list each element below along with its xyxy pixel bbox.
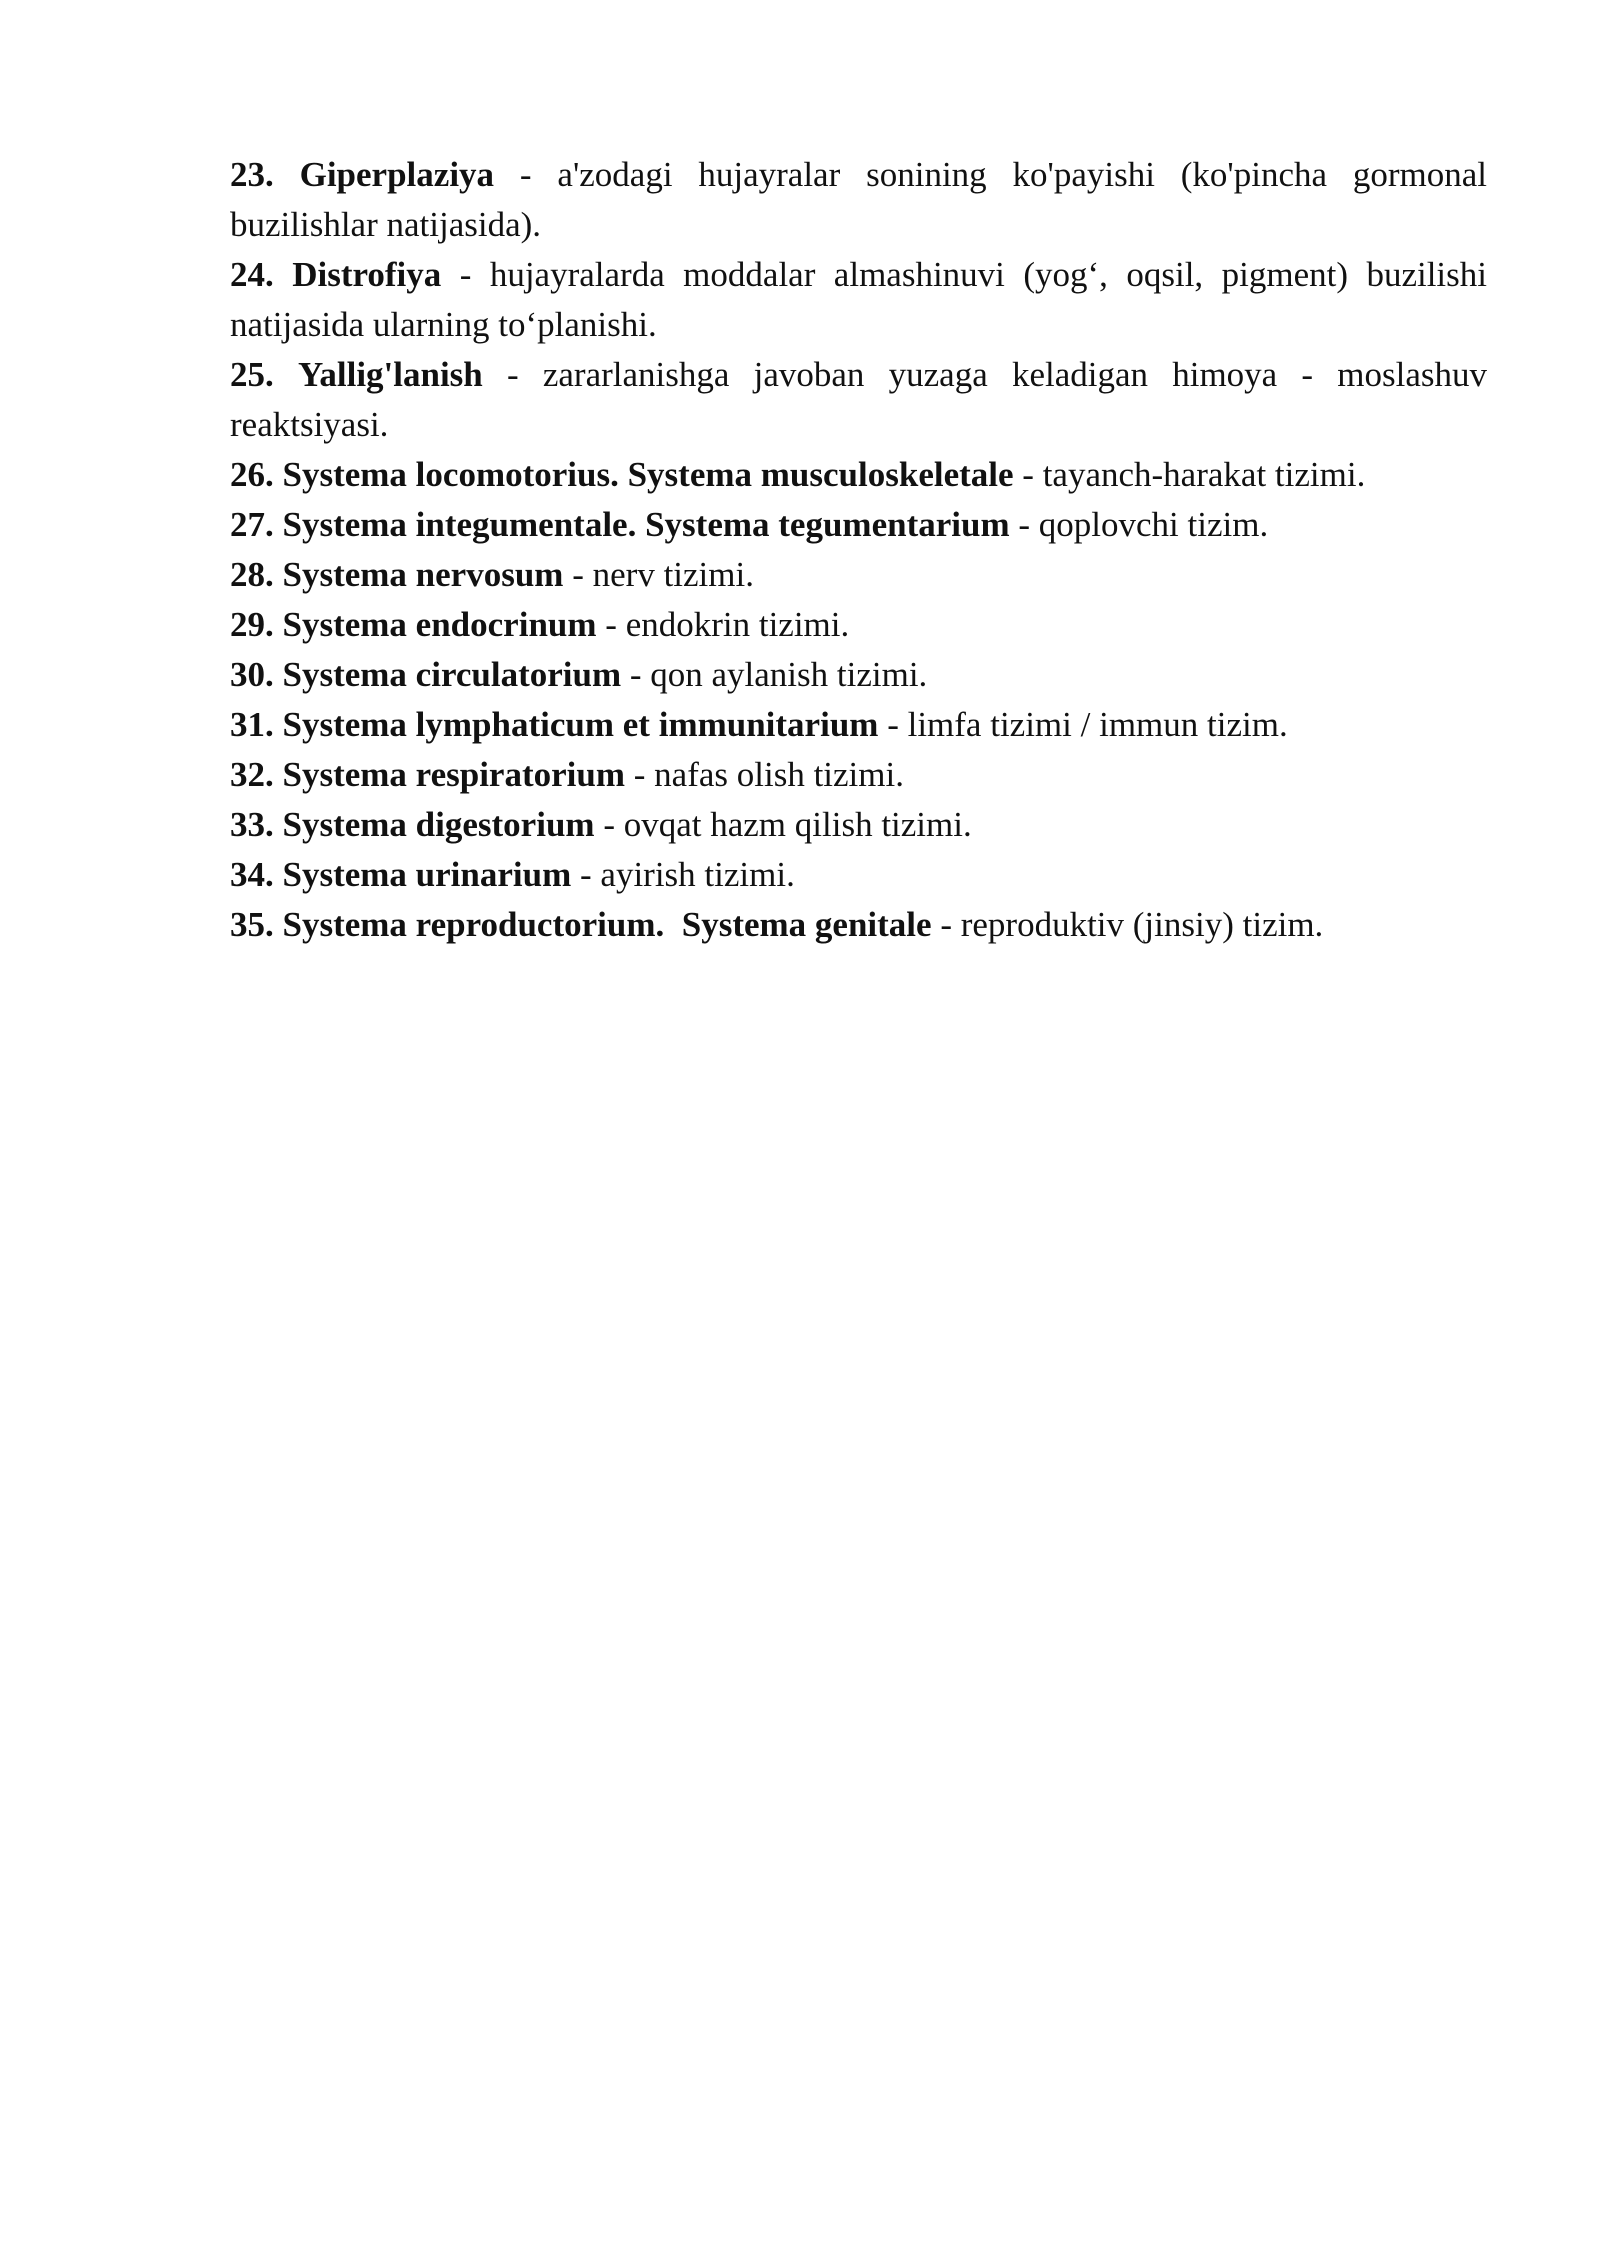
glossary-entry-31 bbox=[230, 700, 1487, 750]
entry-definition: zararlanishga javoban yuzaga keladigan himoya - moslashuv reaktsiyasi. bbox=[230, 355, 1488, 444]
entry-separator: - bbox=[878, 705, 908, 744]
entry-separator: - bbox=[931, 905, 961, 944]
entry-number: 31. bbox=[230, 705, 274, 744]
glossary-entry-35 bbox=[230, 900, 1487, 950]
entry-term: Systema nervosum bbox=[282, 555, 564, 594]
entry-number: 35. bbox=[230, 905, 274, 944]
entry-term: Systema reproductorium. Systema genitale bbox=[282, 905, 932, 944]
glossary-entry-29 bbox=[230, 600, 1487, 650]
entry-definition: endokrin tizimi. bbox=[625, 605, 850, 644]
glossary-entry-27 bbox=[230, 500, 1487, 550]
entry-number: 32. bbox=[230, 755, 274, 794]
entry-definition: qon aylanish tizimi. bbox=[650, 655, 928, 694]
entry-number: 26. bbox=[230, 455, 274, 494]
glossary-entry-24 bbox=[230, 250, 1487, 350]
glossary-entry-30 bbox=[230, 650, 1487, 700]
glossary-entry-32 bbox=[230, 750, 1487, 800]
glossary-entry-28 bbox=[230, 550, 1487, 600]
entry-definition: tayanch-harakat tizimi. bbox=[1042, 455, 1366, 494]
entry-term: Giperplaziya bbox=[299, 155, 495, 194]
entry-definition: ayirish tizimi. bbox=[600, 855, 795, 894]
entry-separator: - bbox=[594, 805, 624, 844]
entry-number: 27. bbox=[230, 505, 274, 544]
glossary-list bbox=[230, 150, 1487, 950]
entry-number: 24. bbox=[230, 255, 274, 294]
entry-term: Systema lymphaticum et immunitarium bbox=[282, 705, 879, 744]
entry-term: Systema integumentale. Systema tegumentarium bbox=[282, 505, 1010, 544]
entry-definition: reproduktiv (jinsiy) tizim. bbox=[960, 905, 1324, 944]
entry-definition: limfa tizimi / immun tizim. bbox=[907, 705, 1288, 744]
entry-definition: hujayralarda moddalar almashinuvi (yog‘, oqsil, pigment) buzilishi natijasida ularning to‘planishi. bbox=[230, 255, 1487, 344]
entry-term: Systema circulatorium bbox=[282, 655, 622, 694]
entry-term: Systema respiratorium bbox=[282, 755, 625, 794]
entry-separator: - bbox=[1013, 455, 1043, 494]
entry-separator: - bbox=[625, 755, 655, 794]
entry-term: Systema locomotorius. Systema musculoskeletale bbox=[282, 455, 1014, 494]
glossary-entry-25 bbox=[230, 350, 1487, 450]
entry-number: 33. bbox=[230, 805, 274, 844]
entry-number: 25. bbox=[230, 355, 274, 394]
entry-definition: a'zodagi hujayralar sonining ko'payishi (ko'pincha gormonal buzilishlar natijasida). bbox=[230, 155, 1488, 244]
glossary-entry-26 bbox=[230, 450, 1487, 500]
glossary-entry-34 bbox=[230, 850, 1487, 900]
entry-term: Systema digestorium bbox=[282, 805, 595, 844]
entry-separator: - bbox=[494, 155, 558, 194]
entry-separator: - bbox=[621, 655, 651, 694]
glossary-entry-23 bbox=[230, 150, 1487, 250]
entry-number: 34. bbox=[230, 855, 274, 894]
entry-separator: - bbox=[482, 355, 543, 394]
entry-separator: - bbox=[441, 255, 490, 294]
entry-term: Distrofiya bbox=[292, 255, 442, 294]
entry-definition: ovqat hazm qilish tizimi. bbox=[623, 805, 972, 844]
entry-term: Systema urinarium bbox=[282, 855, 572, 894]
entry-definition: qoplovchi tizim. bbox=[1038, 505, 1269, 544]
entry-separator: - bbox=[563, 555, 593, 594]
entry-definition: nafas olish tizimi. bbox=[654, 755, 904, 794]
entry-definition: nerv tizimi. bbox=[592, 555, 754, 594]
glossary-entry-33 bbox=[230, 800, 1487, 850]
entry-number: 28. bbox=[230, 555, 274, 594]
entry-separator: - bbox=[596, 605, 626, 644]
entry-separator: - bbox=[571, 855, 601, 894]
entry-term: Yallig'lanish bbox=[297, 355, 483, 394]
entry-term: Systema endocrinum bbox=[282, 605, 597, 644]
entry-number: 30. bbox=[230, 655, 274, 694]
entry-number: 23. bbox=[230, 155, 274, 194]
entry-separator: - bbox=[1009, 505, 1039, 544]
entry-number: 29. bbox=[230, 605, 274, 644]
